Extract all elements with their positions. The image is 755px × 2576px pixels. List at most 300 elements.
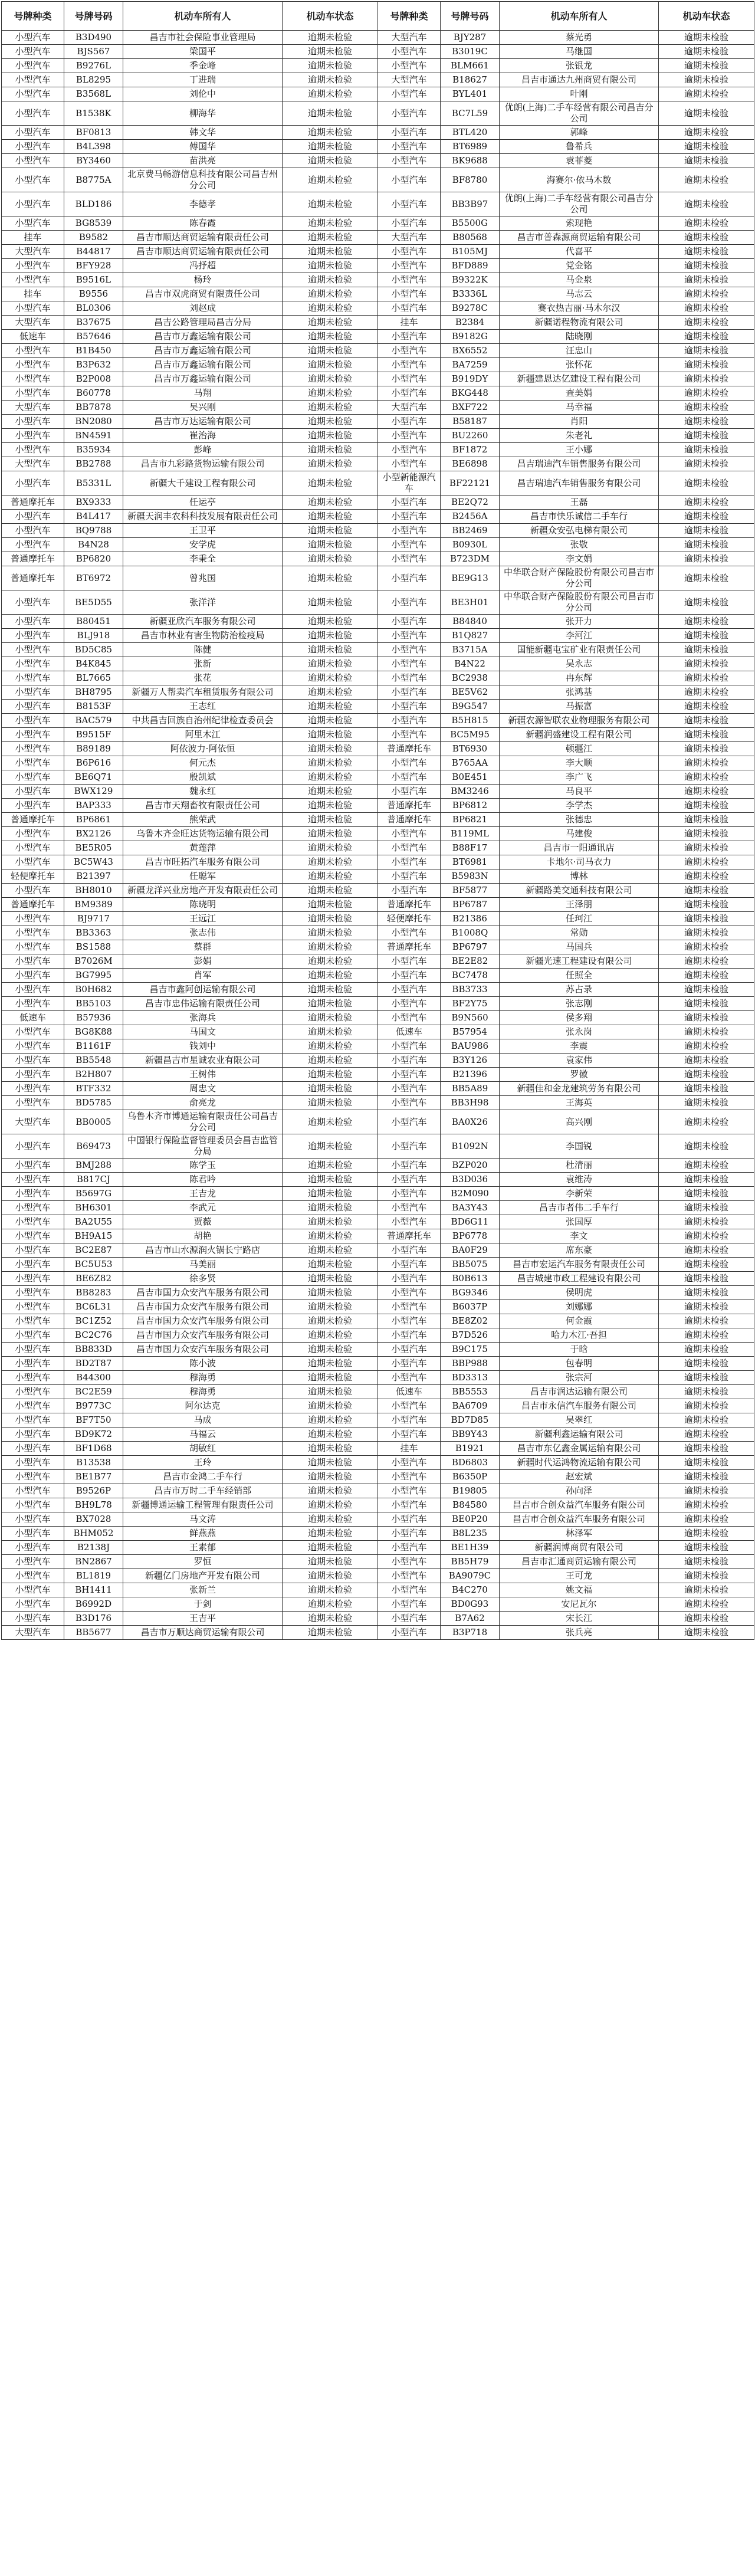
plate-type-cell: 小型汽车 [378,997,441,1011]
plate-number-cell: B5983N [441,869,500,884]
plate-number-cell: BD5785 [64,1096,123,1110]
plate-number-cell: BF1872 [441,443,500,457]
table-row [2,443,754,457]
status-cell: 逾期未检验 [659,358,754,372]
owner-cell: 张海兵 [123,1011,283,1025]
plate-type-cell: 小型汽车 [2,1512,64,1527]
plate-number-cell: BD3313 [441,1371,500,1385]
owner-cell: 张永岗 [500,1025,659,1039]
status-cell: 逾期未检验 [659,273,754,287]
plate-number-cell: B0E451 [441,770,500,785]
plate-type-cell: 小型汽车 [378,700,441,714]
plate-type-cell: 小型汽车 [2,471,64,495]
owner-cell: 贾薇 [123,1215,283,1229]
plate-type-cell: 小型汽车 [378,926,441,940]
status-cell: 逾期未检验 [283,273,378,287]
owner-cell: 冯抒超 [123,259,283,273]
owner-cell: 孙向泽 [500,1484,659,1498]
plate-type-cell: 小型汽车 [2,1068,64,1082]
plate-number-cell: B2M090 [441,1187,500,1201]
owner-cell: 新疆万人帮卖汽车租赁服务有限公司 [123,685,283,700]
status-cell: 逾期未检验 [659,1314,754,1328]
plate-number-cell: B3P718 [441,1626,500,1640]
plate-type-cell: 小型汽车 [378,615,441,629]
table-row [2,1201,754,1215]
owner-cell: 海赛尔·依马木数 [500,168,659,192]
owner-cell: 王泽朋 [500,898,659,912]
plate-type-cell: 小型汽车 [378,1272,441,1286]
owner-cell: 新疆佳和金龙建筑劳务有限公司 [500,1082,659,1096]
owner-cell: 常勋 [500,926,659,940]
status-cell: 逾期未检验 [283,1300,378,1314]
plate-number-cell: B9N560 [441,1011,500,1025]
plate-number-cell: BD2T87 [64,1357,123,1371]
owner-cell: 于剑 [123,1597,283,1612]
table-row [2,728,754,742]
plate-number-cell: B6037P [441,1300,500,1314]
plate-type-cell: 小型汽车 [2,1498,64,1512]
owner-cell: 吴兴刚 [123,401,283,415]
owner-cell: 陈学玉 [123,1159,283,1173]
status-cell: 逾期未检验 [659,31,754,45]
plate-number-cell: BTF332 [64,1082,123,1096]
table-row [2,1187,754,1201]
plate-type-cell: 小型汽车 [378,869,441,884]
status-cell: 逾期未检验 [283,154,378,168]
owner-cell: 哈力木江·吾担 [500,1328,659,1343]
owner-cell: 鲁希兵 [500,140,659,154]
plate-number-cell: B89189 [64,742,123,756]
table-row [2,415,754,429]
plate-type-cell: 小型汽车 [2,785,64,799]
plate-type-cell: 小型汽车 [378,259,441,273]
status-cell: 逾期未检验 [659,1068,754,1082]
plate-type-cell: 小型汽车 [2,1413,64,1428]
plate-type-cell: 小型汽车 [378,827,441,841]
plate-number-cell: BF5877 [441,884,500,898]
plate-type-cell: 小型汽车 [2,1286,64,1300]
owner-cell: 新疆时代运鸿物流运输有限公司 [500,1456,659,1470]
plate-number-cell: BAP333 [64,799,123,813]
plate-number-cell: BC2E87 [64,1243,123,1258]
status-cell: 逾期未检验 [659,1385,754,1399]
owner-cell: 林泽军 [500,1527,659,1541]
owner-cell: 张敬 [500,538,659,552]
plate-type-cell: 大型汽车 [378,231,441,245]
plate-type-cell: 小型汽车 [2,700,64,714]
plate-number-cell: BF1D68 [64,1442,123,1456]
plate-number-cell: BF22121 [441,471,500,495]
status-cell: 逾期未检验 [659,912,754,926]
status-cell: 逾期未检验 [659,566,754,590]
table-row [2,45,754,59]
owner-cell: 马翔 [123,386,283,401]
plate-type-cell: 小型汽车 [2,1159,64,1173]
table-row [2,1258,754,1272]
table-row [2,1068,754,1082]
status-cell: 逾期未检验 [659,45,754,59]
owner-cell: 陈健 [123,643,283,657]
plate-type-cell: 小型汽车 [2,429,64,443]
status-cell: 逾期未检验 [283,1527,378,1541]
plate-type-cell: 普通摩托车 [2,898,64,912]
owner-cell: 任运亭 [123,495,283,510]
owner-cell: 阿尔达克 [123,1399,283,1413]
owner-cell: 张花 [123,671,283,685]
plate-number-cell: B3Y126 [441,1054,500,1068]
status-cell: 逾期未检验 [659,615,754,629]
plate-type-cell: 小型汽车 [378,415,441,429]
plate-number-cell: B9516L [64,273,123,287]
plate-type-cell: 大型汽车 [378,401,441,415]
plate-number-cell: B9G547 [441,700,500,714]
plate-number-cell: BC7L59 [441,101,500,126]
owner-cell: 昌吉市九彩路货物运输有限公司 [123,457,283,471]
plate-number-cell: B6992D [64,1597,123,1612]
status-cell: 逾期未检验 [283,73,378,87]
plate-number-cell: BT6972 [64,566,123,590]
table-row [2,231,754,245]
plate-number-cell: BE9G13 [441,566,500,590]
owner-cell: 新疆诺程物流有限公司 [500,316,659,330]
plate-type-cell: 小型汽车 [378,287,441,301]
owner-cell: 李新荣 [500,1187,659,1201]
status-cell: 逾期未检验 [283,495,378,510]
owner-cell: 索现艳 [500,216,659,231]
plate-type-cell: 大型汽车 [2,401,64,415]
status-cell: 逾期未检验 [659,997,754,1011]
plate-type-cell: 小型汽车 [378,524,441,538]
table-header-row [2,2,754,31]
plate-number-cell: BE0P20 [441,1512,500,1527]
plate-type-cell: 小型汽车 [2,657,64,671]
plate-type-cell: 小型汽车 [2,1082,64,1096]
plate-number-cell: BB3H98 [441,1096,500,1110]
plate-number-cell: B4N22 [441,657,500,671]
status-cell: 逾期未检验 [659,168,754,192]
plate-type-cell: 小型汽车 [2,126,64,140]
owner-cell: 赵宏斌 [500,1470,659,1484]
status-cell: 逾期未检验 [659,330,754,344]
status-cell: 逾期未检验 [659,1527,754,1541]
owner-cell: 阿里木江 [123,728,283,742]
plate-type-cell: 小型汽车 [378,510,441,524]
status-cell: 逾期未检验 [659,1286,754,1300]
plate-number-cell: B21397 [64,869,123,884]
owner-cell: 昌吉市合创众益汽车服务有限公司 [500,1512,659,1527]
owner-cell: 王吉龙 [123,1187,283,1201]
owner-cell: 昌吉市润达运输有限公司 [500,1385,659,1399]
table-row [2,884,754,898]
status-cell: 逾期未检验 [283,31,378,45]
plate-number-cell: BP6821 [441,813,500,827]
table-row [2,1011,754,1025]
status-cell: 逾期未检验 [659,1583,754,1597]
plate-number-cell: BT6981 [441,855,500,869]
owner-cell: 马建俊 [500,827,659,841]
status-cell: 逾期未检验 [659,510,754,524]
owner-cell: 李秉全 [123,552,283,566]
owner-cell: 新疆路美交通科技有限公司 [500,884,659,898]
plate-number-cell: BE5R05 [64,841,123,855]
status-cell: 逾期未检验 [283,1569,378,1583]
plate-type-cell: 小型汽车 [2,1399,64,1413]
plate-number-cell: B1921 [441,1442,500,1456]
table-row [2,1054,754,1068]
status-cell: 逾期未检验 [283,358,378,372]
owner-cell: 代喜平 [500,245,659,259]
status-cell: 逾期未检验 [283,785,378,799]
status-cell: 逾期未检验 [283,1470,378,1484]
plate-number-cell: B58187 [441,415,500,429]
owner-cell: 丁进瑞 [123,73,283,87]
owner-cell: 新疆利鑫运输有限公司 [500,1428,659,1442]
owner-cell: 昌吉市金鸿二手车行 [123,1470,283,1484]
owner-cell: 王远江 [123,912,283,926]
table-row [2,1173,754,1187]
table-row [2,657,754,671]
owner-cell: 新疆昌吉市星诚农业有限公司 [123,1054,283,1068]
status-cell: 逾期未检验 [283,1413,378,1428]
plate-type-cell: 小型汽车 [378,1456,441,1470]
table-row [2,259,754,273]
plate-type-cell: 小型汽车 [378,1173,441,1187]
status-cell: 逾期未检验 [283,245,378,259]
status-cell: 逾期未检验 [283,59,378,73]
table-row [2,1272,754,1286]
owner-cell: 李文 [500,1229,659,1243]
plate-type-cell: 小型汽车 [2,912,64,926]
plate-number-cell: BC5M95 [441,728,500,742]
column-header: 机动车所有人 [500,2,659,31]
plate-number-cell: BE6Q71 [64,770,123,785]
plate-number-cell: B3D036 [441,1173,500,1187]
table-row [2,330,754,344]
status-cell: 逾期未检验 [659,827,754,841]
table-row [2,1399,754,1413]
plate-number-cell: BB8283 [64,1286,123,1300]
plate-number-cell: BX7028 [64,1512,123,1527]
owner-cell: 优朗(上海)二手车经营有限公司昌吉分公司 [500,101,659,126]
status-cell: 逾期未检验 [659,700,754,714]
table-body [2,31,754,1640]
plate-number-cell: B0930L [441,538,500,552]
plate-type-cell: 小型汽车 [2,1229,64,1243]
plate-type-cell: 小型汽车 [378,101,441,126]
plate-number-cell: BP6797 [441,940,500,954]
plate-number-cell: BD6G11 [441,1215,500,1229]
plate-type-cell: 小型汽车 [378,629,441,643]
plate-type-cell: 小型汽车 [378,273,441,287]
plate-number-cell: B765AA [441,756,500,770]
status-cell: 逾期未检验 [659,457,754,471]
status-cell: 逾期未检验 [283,770,378,785]
plate-type-cell: 小型汽车 [378,1541,441,1555]
owner-cell: 昌吉市国力众安汽车服务有限公司 [123,1314,283,1328]
plate-number-cell: B84840 [441,615,500,629]
plate-number-cell: BE1H39 [441,1541,500,1555]
table-row [2,785,754,799]
plate-number-cell: B2138J [64,1541,123,1555]
status-cell: 逾期未检验 [283,997,378,1011]
table-row [2,216,754,231]
owner-cell: 新疆众安弘电梯有限公司 [500,524,659,538]
plate-number-cell: BB9Y43 [441,1428,500,1442]
plate-number-cell: BE3H01 [441,590,500,615]
plate-type-cell: 小型汽车 [378,1096,441,1110]
plate-type-cell: 普通摩托车 [378,813,441,827]
plate-number-cell: B8153F [64,700,123,714]
plate-type-cell: 小型汽车 [2,590,64,615]
plate-type-cell: 小型汽车 [378,358,441,372]
table-row [2,154,754,168]
plate-number-cell: B5H815 [441,714,500,728]
plate-number-cell: BB833D [64,1343,123,1357]
owner-cell: 俞亮龙 [123,1096,283,1110]
status-cell: 逾期未检验 [659,969,754,983]
owner-cell: 查美娟 [500,386,659,401]
status-cell: 逾期未检验 [283,1068,378,1082]
owner-cell: 张银龙 [500,59,659,73]
plate-type-cell: 小型汽车 [378,1215,441,1229]
status-cell: 逾期未检验 [659,869,754,884]
plate-number-cell: BE8Z02 [441,1314,500,1328]
plate-type-cell: 小型汽车 [378,126,441,140]
owner-cell: 新疆光速工程建设有限公司 [500,954,659,969]
plate-type-cell: 小型新能源汽车 [378,471,441,495]
plate-number-cell: BB3B97 [441,192,500,216]
owner-cell: 昌吉市汇通商贸运输有限公司 [500,1555,659,1569]
table-row [2,101,754,126]
owner-cell: 昌吉瑞迪汽车销售服务有限公司 [500,457,659,471]
status-cell: 逾期未检验 [283,657,378,671]
status-cell: 逾期未检验 [283,538,378,552]
plate-number-cell: BC2E59 [64,1385,123,1399]
plate-number-cell: BB5677 [64,1626,123,1640]
owner-cell: 罗恒 [123,1555,283,1569]
status-cell: 逾期未检验 [283,101,378,126]
owner-cell: 北京费马畅游信息科技有限公司昌吉州分公司 [123,168,283,192]
status-cell: 逾期未检验 [659,1612,754,1626]
plate-number-cell: BF0813 [64,126,123,140]
status-cell: 逾期未检验 [659,1173,754,1187]
owner-cell: 宋长江 [500,1612,659,1626]
owner-cell: 穆海勇 [123,1371,283,1385]
owner-cell: 昌吉市天翔畜牧有限责任公司 [123,799,283,813]
plate-type-cell: 挂车 [2,287,64,301]
plate-number-cell: BB2469 [441,524,500,538]
owner-cell: 张志伟 [123,926,283,940]
owner-cell: 王吉平 [123,1612,283,1626]
status-cell: 逾期未检验 [283,827,378,841]
plate-type-cell: 小型汽车 [378,566,441,590]
status-cell: 逾期未检验 [659,714,754,728]
owner-cell: 吴永志 [500,657,659,671]
status-cell: 逾期未检验 [283,1555,378,1569]
status-cell: 逾期未检验 [283,259,378,273]
plate-type-cell: 小型汽车 [2,59,64,73]
status-cell: 逾期未检验 [659,216,754,231]
table-row [2,827,754,841]
table-row [2,841,754,855]
table-row [2,1371,754,1385]
plate-type-cell: 小型汽车 [2,1583,64,1597]
status-cell: 逾期未检验 [283,231,378,245]
plate-number-cell: B119ML [441,827,500,841]
plate-type-cell: 普通摩托车 [2,813,64,827]
status-cell: 逾期未检验 [283,912,378,926]
plate-type-cell: 小型汽车 [378,728,441,742]
status-cell: 逾期未检验 [659,1054,754,1068]
plate-type-cell: 小型汽车 [378,344,441,358]
plate-type-cell: 小型汽车 [378,457,441,471]
table-row [2,316,754,330]
owner-cell: 陈晓明 [123,898,283,912]
status-cell: 逾期未检验 [659,415,754,429]
table-row [2,1541,754,1555]
plate-number-cell: B7A62 [441,1612,500,1626]
status-cell: 逾期未检验 [283,126,378,140]
table-row [2,126,754,140]
table-row [2,471,754,495]
plate-number-cell: BB3363 [64,926,123,940]
table-row [2,1110,754,1134]
status-cell: 逾期未检验 [283,799,378,813]
plate-number-cell: BBP988 [441,1357,500,1371]
plate-number-cell: B2384 [441,316,500,330]
owner-cell: 张志刚 [500,997,659,1011]
plate-number-cell: BWX129 [64,785,123,799]
owner-cell: 席东豪 [500,1243,659,1258]
owner-cell: 侯多翔 [500,1011,659,1025]
plate-number-cell: B18627 [441,73,500,87]
plate-number-cell: BB5H79 [441,1555,500,1569]
plate-number-cell: B60778 [64,386,123,401]
table-row [2,1300,754,1314]
plate-type-cell: 小型汽车 [2,884,64,898]
plate-type-cell: 小型汽车 [2,140,64,154]
plate-type-cell: 低速车 [2,1011,64,1025]
status-cell: 逾期未检验 [659,495,754,510]
table-row [2,1229,754,1243]
plate-number-cell: BA2U55 [64,1215,123,1229]
plate-type-cell: 小型汽车 [378,841,441,855]
table-row [2,429,754,443]
plate-number-cell: BG8K88 [64,1025,123,1039]
plate-number-cell: BF8780 [441,168,500,192]
table-row [2,1314,754,1328]
owner-cell: 昌吉市万达运输有限公司 [123,415,283,429]
plate-number-cell: BP6787 [441,898,500,912]
plate-type-cell: 小型汽车 [2,1096,64,1110]
status-cell: 逾期未检验 [283,216,378,231]
plate-type-cell: 小型汽车 [378,657,441,671]
plate-type-cell: 小型汽车 [2,1428,64,1442]
plate-number-cell: B57954 [441,1025,500,1039]
plate-number-cell: B9556 [64,287,123,301]
table-row [2,997,754,1011]
plate-type-cell: 小型汽车 [2,1470,64,1484]
table-row [2,1626,754,1640]
plate-number-cell: B1Q827 [441,629,500,643]
plate-number-cell: B9278C [441,301,500,316]
plate-number-cell: BB0005 [64,1110,123,1134]
status-cell: 逾期未检验 [283,1173,378,1187]
status-cell: 逾期未检验 [659,841,754,855]
status-cell: 逾期未检验 [283,1096,378,1110]
table-row [2,1134,754,1159]
status-cell: 逾期未检验 [659,685,754,700]
